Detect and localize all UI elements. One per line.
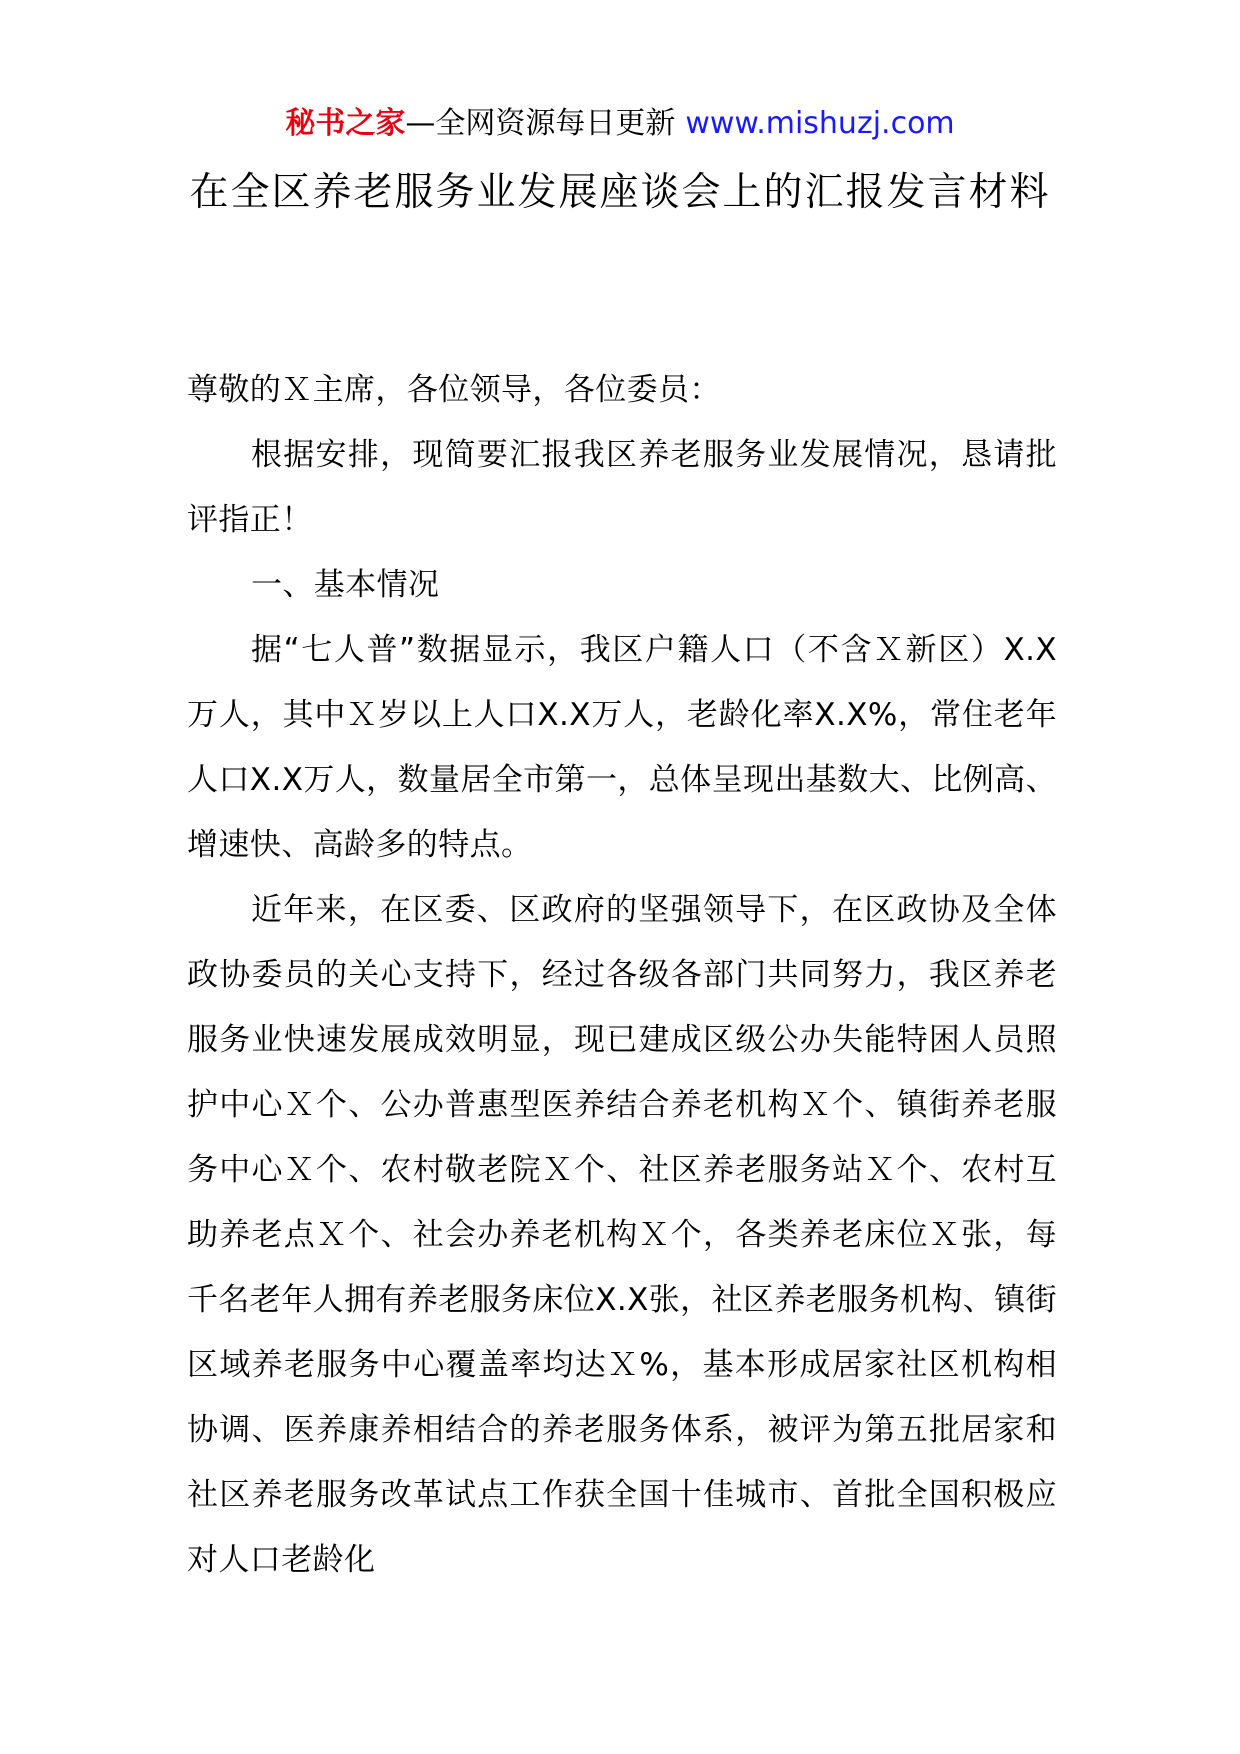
site-url-link[interactable]: www.mishuzj.com	[685, 106, 955, 141]
paragraph-population-data: 据“七人普”数据显示，我区户籍人口（不含Ｘ新区）X.X万人，其中Ｘ岁以上人口X.X万人，老龄化率X.X%，常住老年人口X.X万人，数量居全市第一，总体呈现出基数大、比例高、增速快、高龄多的特点。	[187, 632, 1057, 863]
section-heading-basic-situation: 一、基本情况	[251, 567, 440, 603]
document-body	[187, 358, 1057, 1593]
banner-tagline: —全网资源每日更新	[405, 106, 676, 141]
site-banner	[0, 102, 1240, 146]
salutation: 尊敬的Ｘ主席，各位领导，各位委员：	[187, 372, 721, 408]
paragraph-intro: 根据安排，现简要汇报我区养老服务业发展情况，恳请批评指正！	[187, 437, 1057, 538]
brand-name: 秘书之家	[285, 106, 406, 141]
paragraph-development-achievements: 近年来，在区委、区政府的坚强领导下，在区政协及全体政协委员的关心支持下，经过各级各部门共同努力，我区养老服务业快速发展成效明显，现已建成区级公办失能特困人员照护中心Ｘ个、公办普惠型医养结合养老机构Ｘ个、镇街养老服务中心Ｘ个、农村敬老院Ｘ个、社区养老服务站Ｘ个、农村互助养老点Ｘ个、社会办养老机构Ｘ个，各类养老床位Ｘ张，每千名老年人拥有养老服务床位X.X张，社区养老服务机构、镇街区域养老服务中心覆盖率均达Ｘ%，基本形成居家社区机构相协调、医养康养相结合的养老服务体系，被评为第五批居家和社区养老服务改革试点工作获全国十佳城市、首批全国积极应对人口老龄化	[187, 892, 1057, 1578]
document-title: 在全区养老服务业发展座谈会上的汇报发言材料	[189, 170, 1051, 215]
